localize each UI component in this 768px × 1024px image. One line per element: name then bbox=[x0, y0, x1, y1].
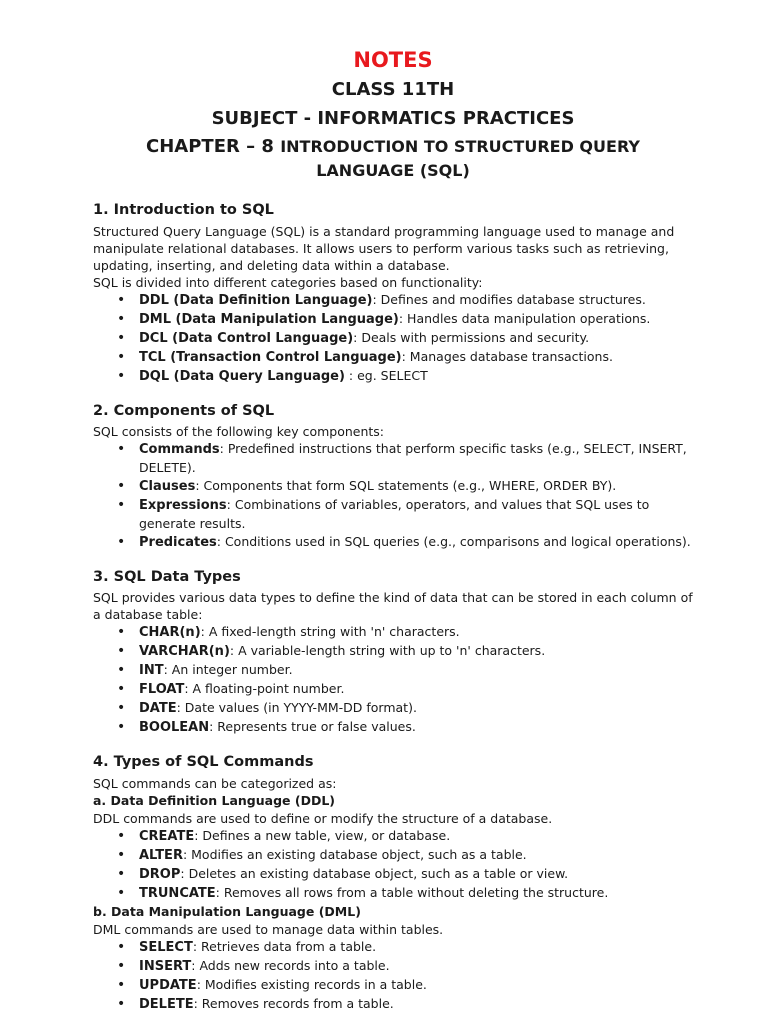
list-item bbox=[139, 995, 693, 1014]
command-types-paragraph: SQL commands can be categorized as: bbox=[93, 775, 337, 791]
list-item bbox=[139, 496, 693, 533]
list-item bbox=[139, 367, 693, 386]
class-heading: CLASS 11TH bbox=[331, 79, 455, 101]
list-item bbox=[139, 938, 693, 957]
list-item-desc: : Removes all rows from a table without deleting the structure. bbox=[215, 884, 609, 900]
subject-heading: SUBJECT - INFORMATICS PRACTICES bbox=[211, 107, 575, 129]
list-item-term: TRUNCATE bbox=[139, 885, 216, 901]
list-item-term: Expressions bbox=[139, 497, 227, 513]
list-item bbox=[139, 827, 693, 846]
sql-categories-list bbox=[93, 291, 693, 386]
list-item-desc: : A variable-length string with up to 'n' characters. bbox=[229, 643, 546, 659]
list-item-desc: : A floating-point number. bbox=[184, 681, 345, 697]
dml-paragraph: DML commands are used to manage data within tables. bbox=[93, 921, 444, 937]
list-item bbox=[139, 718, 693, 737]
list-item-term: CREATE bbox=[139, 828, 195, 844]
section-title-command-types: 4. Types of SQL Commands bbox=[93, 754, 314, 771]
list-item bbox=[139, 642, 693, 661]
notes-heading: NOTES bbox=[353, 48, 433, 72]
list-item-term: CHAR(n) bbox=[139, 625, 201, 641]
list-item-desc: : Combinations of variables, operators, and values that SQL uses to generate results. bbox=[139, 496, 650, 531]
ddl-paragraph: DDL commands are used to define or modify the structure of a database. bbox=[93, 810, 553, 826]
list-item-term: SELECT bbox=[139, 939, 193, 955]
intro-paragraph: Structured Query Language (SQL) is a standard programming language used to manage and manipulate relational databases. It allows users to perform various tasks such as retrieving, updating, inserting, and deleting data within a database. bbox=[93, 223, 675, 273]
list-item bbox=[139, 348, 693, 367]
ddl-subtitle: a. Data Definition Language (DDL) bbox=[93, 792, 336, 808]
list-item bbox=[139, 661, 693, 680]
list-item-desc: : Predefined instructions that perform specific tasks (e.g., SELECT, INSERT, DELETE). bbox=[139, 440, 687, 475]
list-item-desc: : Date values (in YYYY-MM-DD format). bbox=[176, 700, 417, 716]
list-item-term: UPDATE bbox=[139, 977, 197, 993]
list-item-term: DQL (Data Query Language) bbox=[139, 368, 345, 384]
list-item-term: INSERT bbox=[139, 958, 192, 974]
list-item bbox=[139, 623, 693, 642]
list-item-desc: : Defines a new table, view, or database. bbox=[194, 827, 451, 843]
list-item-desc: : Modifies existing records in a table. bbox=[196, 976, 427, 992]
components-paragraph: SQL consists of the following key components: bbox=[93, 423, 385, 439]
list-item-term: Commands bbox=[139, 441, 220, 457]
list-item-term: DDL (Data Definition Language) bbox=[139, 292, 373, 308]
list-item-desc: : Adds new records into a table. bbox=[191, 957, 390, 973]
chapter-title-line2: LANGUAGE (SQL) bbox=[316, 160, 470, 180]
section-title-components: 2. Components of SQL bbox=[93, 402, 275, 419]
list-item-term: VARCHAR(n) bbox=[139, 644, 230, 660]
intro-categories-paragraph: SQL is divided into different categories based on functionality: bbox=[93, 274, 483, 290]
list-item bbox=[139, 846, 693, 865]
list-item bbox=[139, 884, 693, 903]
chapter-number: CHAPTER – 8 bbox=[146, 136, 274, 158]
list-item-term: Predicates bbox=[139, 534, 217, 550]
list-item bbox=[139, 699, 693, 718]
ddl-list bbox=[93, 827, 693, 903]
list-item-term: TCL (Transaction Control Language) bbox=[139, 349, 402, 365]
list-item-desc: : eg. SELECT bbox=[344, 367, 428, 383]
list-item-term: BOOLEAN bbox=[139, 720, 210, 736]
list-item-desc: : Retrieves data from a table. bbox=[192, 938, 377, 954]
list-item-desc: : Deletes an existing database object, such as a table or view. bbox=[180, 865, 569, 881]
list-item-desc: : Deals with permissions and security. bbox=[353, 329, 590, 345]
dml-subtitle: b. Data Manipulation Language (DML) bbox=[93, 903, 361, 919]
list-item bbox=[139, 329, 693, 348]
chapter-title: INTRODUCTION TO STRUCTURED QUERY bbox=[280, 137, 640, 157]
list-item-desc: : A fixed-length string with 'n' characters. bbox=[200, 624, 460, 640]
list-item-desc: : Modifies an existing database object, such as a table. bbox=[182, 846, 527, 862]
list-item bbox=[139, 957, 693, 976]
list-item-desc: : Conditions used in SQL queries (e.g., comparisons and logical operations). bbox=[216, 533, 691, 549]
data-types-list bbox=[93, 623, 693, 737]
list-item bbox=[139, 310, 693, 329]
list-item-desc: : Represents true or false values. bbox=[209, 719, 416, 735]
list-item-term: FLOAT bbox=[139, 682, 185, 698]
list-item-term: DATE bbox=[139, 701, 177, 717]
list-item-term: ALTER bbox=[139, 847, 183, 863]
list-item-term: Clauses bbox=[139, 478, 196, 494]
data-types-paragraph: SQL provides various data types to define the kind of data that can be stored in each column of a database table: bbox=[93, 590, 693, 623]
list-item-term: DML (Data Manipulation Language) bbox=[139, 311, 399, 327]
document-page bbox=[93, 48, 693, 1014]
list-item-desc: : Removes records from a table. bbox=[193, 995, 394, 1011]
list-item-desc: : Handles data manipulation operations. bbox=[398, 310, 651, 326]
components-list bbox=[93, 440, 693, 552]
dml-list bbox=[93, 938, 693, 1014]
list-item-term: INT bbox=[139, 663, 164, 679]
list-item-term: DCL (Data Control Language) bbox=[139, 330, 354, 346]
chapter-heading bbox=[93, 136, 693, 158]
list-item bbox=[139, 865, 693, 884]
list-item bbox=[139, 477, 693, 496]
list-item-term: DELETE bbox=[139, 996, 194, 1012]
section-title-data-types: 3. SQL Data Types bbox=[93, 568, 241, 585]
list-item-desc: : Components that form SQL statements (e.g., WHERE, ORDER BY). bbox=[195, 477, 617, 493]
list-item-desc: : Manages database transactions. bbox=[401, 348, 613, 364]
list-item bbox=[139, 533, 693, 552]
list-item bbox=[139, 680, 693, 699]
section-title-intro: 1. Introduction to SQL bbox=[93, 202, 274, 219]
list-item bbox=[139, 976, 693, 995]
list-item-desc: : Defines and modifies database structures. bbox=[372, 291, 646, 307]
list-item bbox=[139, 440, 693, 477]
list-item-term: DROP bbox=[139, 866, 181, 882]
list-item bbox=[139, 291, 693, 310]
list-item-desc: : An integer number. bbox=[163, 662, 293, 678]
